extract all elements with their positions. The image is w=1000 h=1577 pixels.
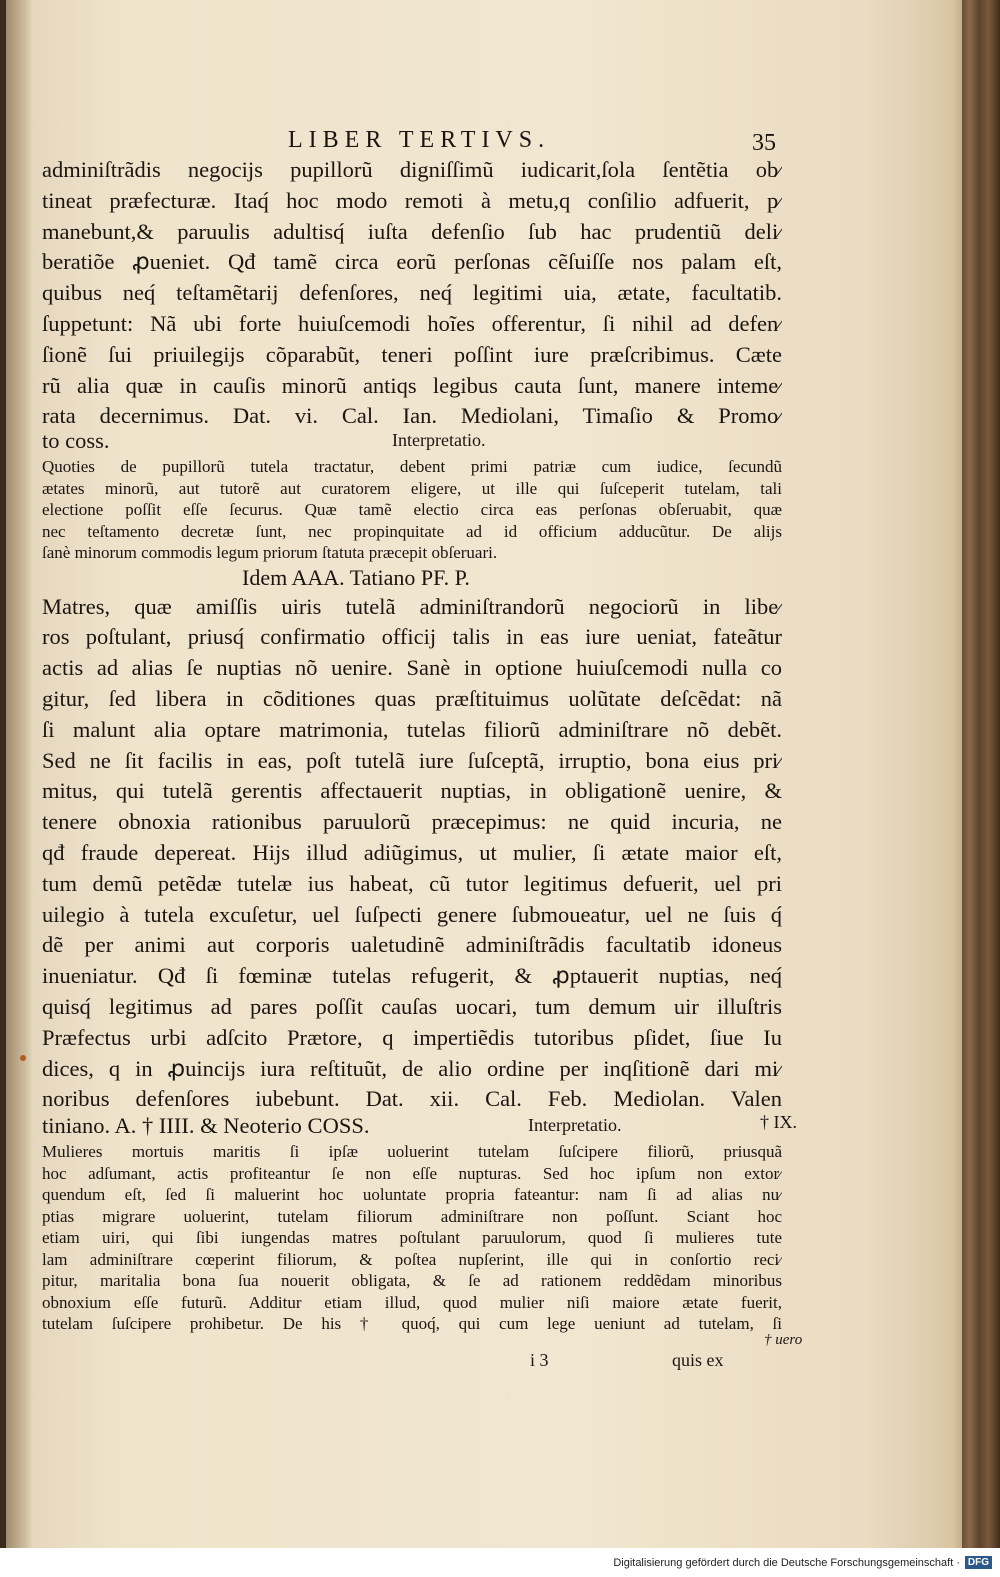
interpretatio-1 <box>42 456 782 564</box>
text-line: tutelam ſuſcipere prohibetur. De his † quoq́, qui cum lege ueniunt ad tutelam, ſi <box>42 1314 782 1334</box>
text-line: beratiõe ꝓueniet. Qđ tamẽ circa eorũ perſonas cẽſuiſſe nos palam eſt, <box>42 249 782 275</box>
text-line: electione poſſit eſſe ſecurus. Quæ tamẽ electio circa eas perſonas obſeruabit, quæ <box>42 500 782 520</box>
dfg-logo: DFG <box>965 1556 992 1569</box>
text-line: Præfectus urbi adſcito Prætore, q impertiẽdis tutoribus pſidet, ſiue Iu <box>42 1024 782 1050</box>
text-line: to coss. <box>42 428 110 454</box>
text-line: dẽ per animi aut corporis ualetudinẽ adminiſtrãdis facultatib idoneus <box>42 932 782 958</box>
text-line: rata decernimus. Dat. vi. Cal. Ian. Mediolani, Timaſio & Promo⁄ <box>42 403 782 429</box>
margin-note-ix: † IX. <box>760 1112 797 1132</box>
text-line: nec teſtamento decretæ ſunt, nec propinquitate ad id officium adducũtur. De alijs <box>42 521 782 541</box>
text-line: ros poſtulant, priusq́ confirmatio officij talis in eas iure ueniat, fateãtur <box>42 624 782 650</box>
text-line: actis ad alias ſe nuptias nõ uenire. Sanè in optione huiuſcemodi nulla co <box>42 655 782 681</box>
text-line: quendum eſt, ſed ſi maluerint hoc uoluntate propria fateantur: nam ſi ad alias nu⁄ <box>42 1185 782 1205</box>
text-line: pitur, maritalia bona ſua nouerit obligata, & ſe ad rationem reddẽdam minoribus <box>42 1271 782 1291</box>
text-line: ptias migrare uoluerint, tutelam filiorum adminiſtrare non poſſunt. Sciant hoc <box>42 1206 782 1226</box>
margin-note-uero: † uero <box>764 1332 803 1348</box>
paper-stain-mark <box>20 1055 26 1061</box>
paragraph-2 <box>42 592 782 1142</box>
page-gutter <box>6 0 32 1548</box>
text-line: ætates minorũ, aut tutorẽ aut curatorem eligere, ut ille qui ſuſceperit tutelam, tali <box>42 478 782 498</box>
paragraph-1 <box>42 155 782 456</box>
text-line: quisq́ legitimus ad pares poſſit cauſas uocari, tum demum uir illuſtris <box>42 994 782 1020</box>
text-line: hoc adſumant, actis profiteantur ſe non eſſe nupturas. Sed hoc ipſum non extor⁄ <box>42 1163 782 1183</box>
interpretatio-2 <box>42 1141 782 1335</box>
text-line: gitur, ſed libera in cõditiones quas præſtituimus uolũtate deſcẽdat: nã <box>42 686 782 712</box>
paragraph-2-last-row <box>42 1115 782 1141</box>
text-line: tiniano. A. † IIII. & Neoterio COSS. <box>42 1113 370 1139</box>
text-line: ſi malunt alia optare matrimonia, tutelas filiorũ adminiſtrare nõ debẽt. <box>42 716 782 742</box>
text-line: Mulieres mortuis maritis ſi ipſæ uoluerint tutelam ſuſcipere filiorũ, priusquã <box>42 1142 782 1162</box>
text-line: tum demũ petẽdæ tutelæ ius habeat, cũ tutor legitimus defuerit, uel pri <box>42 870 782 896</box>
text-line: rũ alia quæ in cauſis minorũ antiqs legibus cauta ſunt, manere inteme⁄ <box>42 372 782 398</box>
page-number: 35 <box>752 130 776 156</box>
text-line: obnoxium eſſe futurũ. Additur etiam illud, quod mulier niſi maiore ætate fuerit, <box>42 1292 782 1312</box>
interpretatio-label: Interpretatio. <box>528 1115 622 1136</box>
text-line: adminiſtrãdis negocijs pupillorũ digniſſimũ iudicarit,ſola ſentẽtia ob⁄ <box>42 157 782 182</box>
interpretatio-label: Interpretatio. <box>392 430 486 451</box>
section-heading: Idem AAA. Tatiano PF. P. <box>242 564 470 590</box>
text-line: Quoties de pupillorũ tutela tractatur, debent primi patriæ cum iudice, ſecundũ <box>42 457 782 477</box>
text-line: inueniatur. Qđ ſi fœminæ tutelas refugerit, & ꝓptauerit nuptias, neq́ <box>42 963 782 989</box>
text-line: quibus neq́ teſtamẽtarij defenſores, neq́ legitimi uia, ætate, facultatib. <box>42 280 782 306</box>
text-line: Matres, quæ amiſſis uiris tutelã adminiſtrandorũ negociorũ in libe⁄ <box>42 593 782 619</box>
text-line: ſanè minorum commodis legum priorum ſtatuta præcepit obſeruari. <box>42 543 498 563</box>
text-line: noribus defenſores iubebunt. Dat. xii. Cal. Feb. Mediolan. Valen <box>42 1086 782 1112</box>
catchword: quis ex <box>672 1350 724 1370</box>
text-line: manebunt,& paruulis adultisq́ iuſta defenſio ſub hac prudentiũ deli⁄ <box>42 218 782 244</box>
text-line: lam adminiſtrare cœperint filiorum, & poſtea nupſerint, ille qui in conſortio reci⁄ <box>42 1249 782 1269</box>
book-fore-edge <box>962 0 1000 1548</box>
digitization-credit: Digitalisierung gefördert durch die Deutsche Forschungsgemeinschaft · <box>613 1557 960 1569</box>
text-line: qđ fraude depereat. Hijs illud adiũgimus, ut mulier, ſi ætate maior eſt, <box>42 840 782 866</box>
text-line: uilegio à tutela excuſetur, uel ſuſpecti genere ſubmoueatur, uel ne ſuis q́ <box>42 901 782 927</box>
text-line: tineat præfecturæ. Itaq́ hoc modo remoti à metu,q conſilio adfuerit, p⁄ <box>42 187 782 213</box>
signature-marks: i 3 <box>530 1350 549 1370</box>
text-line: dices, q in ꝓuincijs iura reſtituũt, de alio ordine per inqſitionẽ dari mi⁄ <box>42 1055 782 1081</box>
text-line: etiam uiri, qui ſibi iungendas matres poſtulant paruulorum, quod ſi mulieres tute <box>42 1228 782 1248</box>
text-line: ſionẽ ſui priuilegijs cõparabũt, teneri poſſint iure præſcribimus. Cæte <box>42 341 782 367</box>
main-text-block <box>42 155 782 1335</box>
text-line: Sed ne ſit facilis in eas, poſt tutelã iure ſuſceptã, irruptio, bona eius pri⁄ <box>42 747 782 773</box>
paragraph-1-last-row <box>42 428 782 456</box>
page-edge-shadow <box>934 0 964 1548</box>
running-title: LIBER TERTIVS. <box>288 127 551 153</box>
text-line: ſuppetunt: Nã ubi forte huiuſcemodi hoĩes offerentur, ſi nihil ad defen⁄ <box>42 310 782 336</box>
text-line: tenere obnoxia rationibus paruulorũ præcepimus: ne quid incuria, ne <box>42 809 782 835</box>
text-line: mitus, qui tutelã gerentis affectauerit nuptias, in obligationẽ uenire, & <box>42 778 782 804</box>
